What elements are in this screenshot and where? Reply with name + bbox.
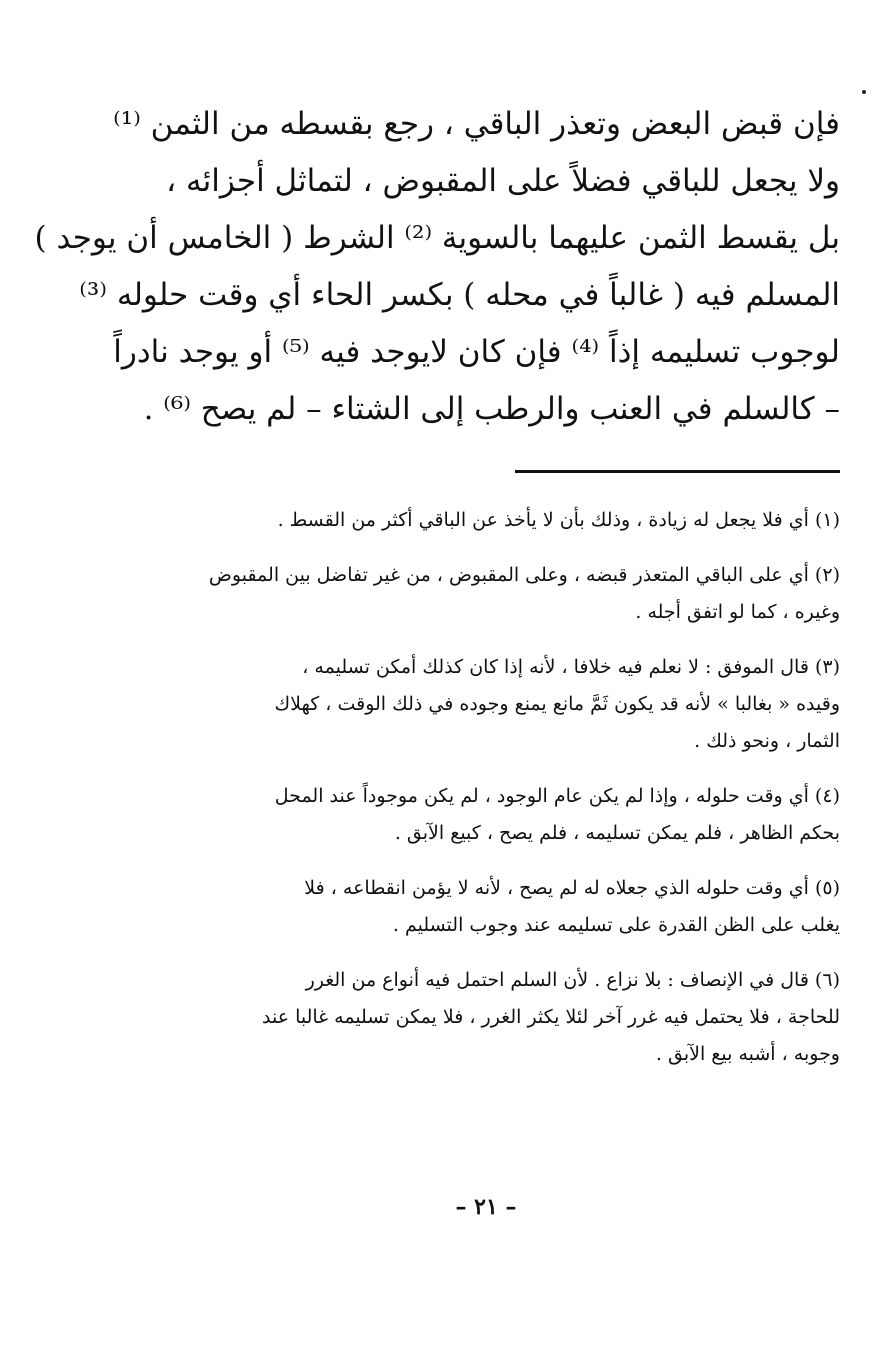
footnote-line: (٣) قال الموفق : لا نعلم فيه خلافا ، لأنه إذا كان كذلك أمكن تسليمه ، [302, 656, 840, 678]
footnote-line: يغلب على الظن القدرة على تسليمه عند وجوب التسليم . [392, 914, 840, 936]
footnote-3 [95, 649, 840, 760]
footnote-line: وغيره ، كما لو اتفق أجله . [635, 601, 840, 623]
footnote-line: الثمار ، ونحو ذلك . [694, 730, 840, 752]
main-text-block [34, 96, 840, 438]
main-text-line: بل يقسط الثمن عليهما بالسوية ⁽²⁾ الشرط ( الخامس أن يوجد ) [34, 220, 840, 256]
footnote-line: (١) أي فلا يجعل له زيادة ، وذلك بأن لا يأخذ عن الباقي أكثر من القسط . [277, 509, 840, 531]
footnote-5 [95, 870, 840, 944]
ink-dot [862, 90, 866, 94]
footnote-line: (٢) أي على الباقي المتعذر قبضه ، وعلى المقبوض ، من غير تفاضل بين المقبوض [208, 564, 840, 586]
footnote-line: وقيده « بغالبا » لأنه قد يكون ثَمَّ مانع يمنع وجوده في ذلك الوقت ، كهلاك [274, 693, 840, 715]
main-text-line: – كالسلم في العنب والرطب إلى الشتاء – لم يصح ⁽⁶⁾ . [143, 391, 840, 427]
footnote-line: بحكم الظاهر ، فلم يمكن تسليمه ، فلم يصح ، كبيع الآبق . [394, 822, 840, 844]
main-text-line: لوجوب تسليمه إذاً ⁽⁴⁾ فإن كان لايوجد فيه ⁽⁵⁾ أو يوجد نادراً [113, 334, 840, 370]
main-text-line: المسلم فيه ( غالباً في محله ) بكسر الحاء أي وقت حلوله ⁽³⁾ [79, 277, 840, 313]
footnote-2 [95, 557, 840, 631]
footnote-line: للحاجة ، فلا يحتمل فيه غرر آخر لئلا يكثر الغرر ، فلا يمكن تسليمه غالبا عند [261, 1006, 840, 1028]
footnote-line: (٦) قال في الإنصاف : بلا نزاع . لأن السلم احتمل فيه أنواع من الغرر [305, 969, 840, 991]
main-text-line: ولا يجعل للباقي فضلاً على المقبوض ، لتماثل أجزائه ، [166, 163, 840, 199]
footnote-6 [95, 962, 840, 1073]
footnote-4 [95, 778, 840, 852]
footnote-line: (٥) أي وقت حلوله الذي جعلاه له لم يصح ، لأنه لا يؤمن انقطاعه ، فلا [304, 877, 840, 899]
footnote-line: (٤) أي وقت حلوله ، وإذا لم يكن عام الوجود ، لم يكن موجوداً عند المحل [274, 785, 840, 807]
footnote-1 [95, 502, 840, 539]
footnotes-section [95, 502, 840, 1091]
footnote-line: وجوبه ، أشبه بيع الآبق . [655, 1043, 840, 1065]
main-text-line: فإن قبض البعض وتعذر الباقي ، رجع بقسطه من الثمن ⁽¹⁾ [113, 106, 840, 142]
footnote-divider [515, 470, 840, 473]
page-number: – ٢١ – [455, 1194, 517, 1220]
